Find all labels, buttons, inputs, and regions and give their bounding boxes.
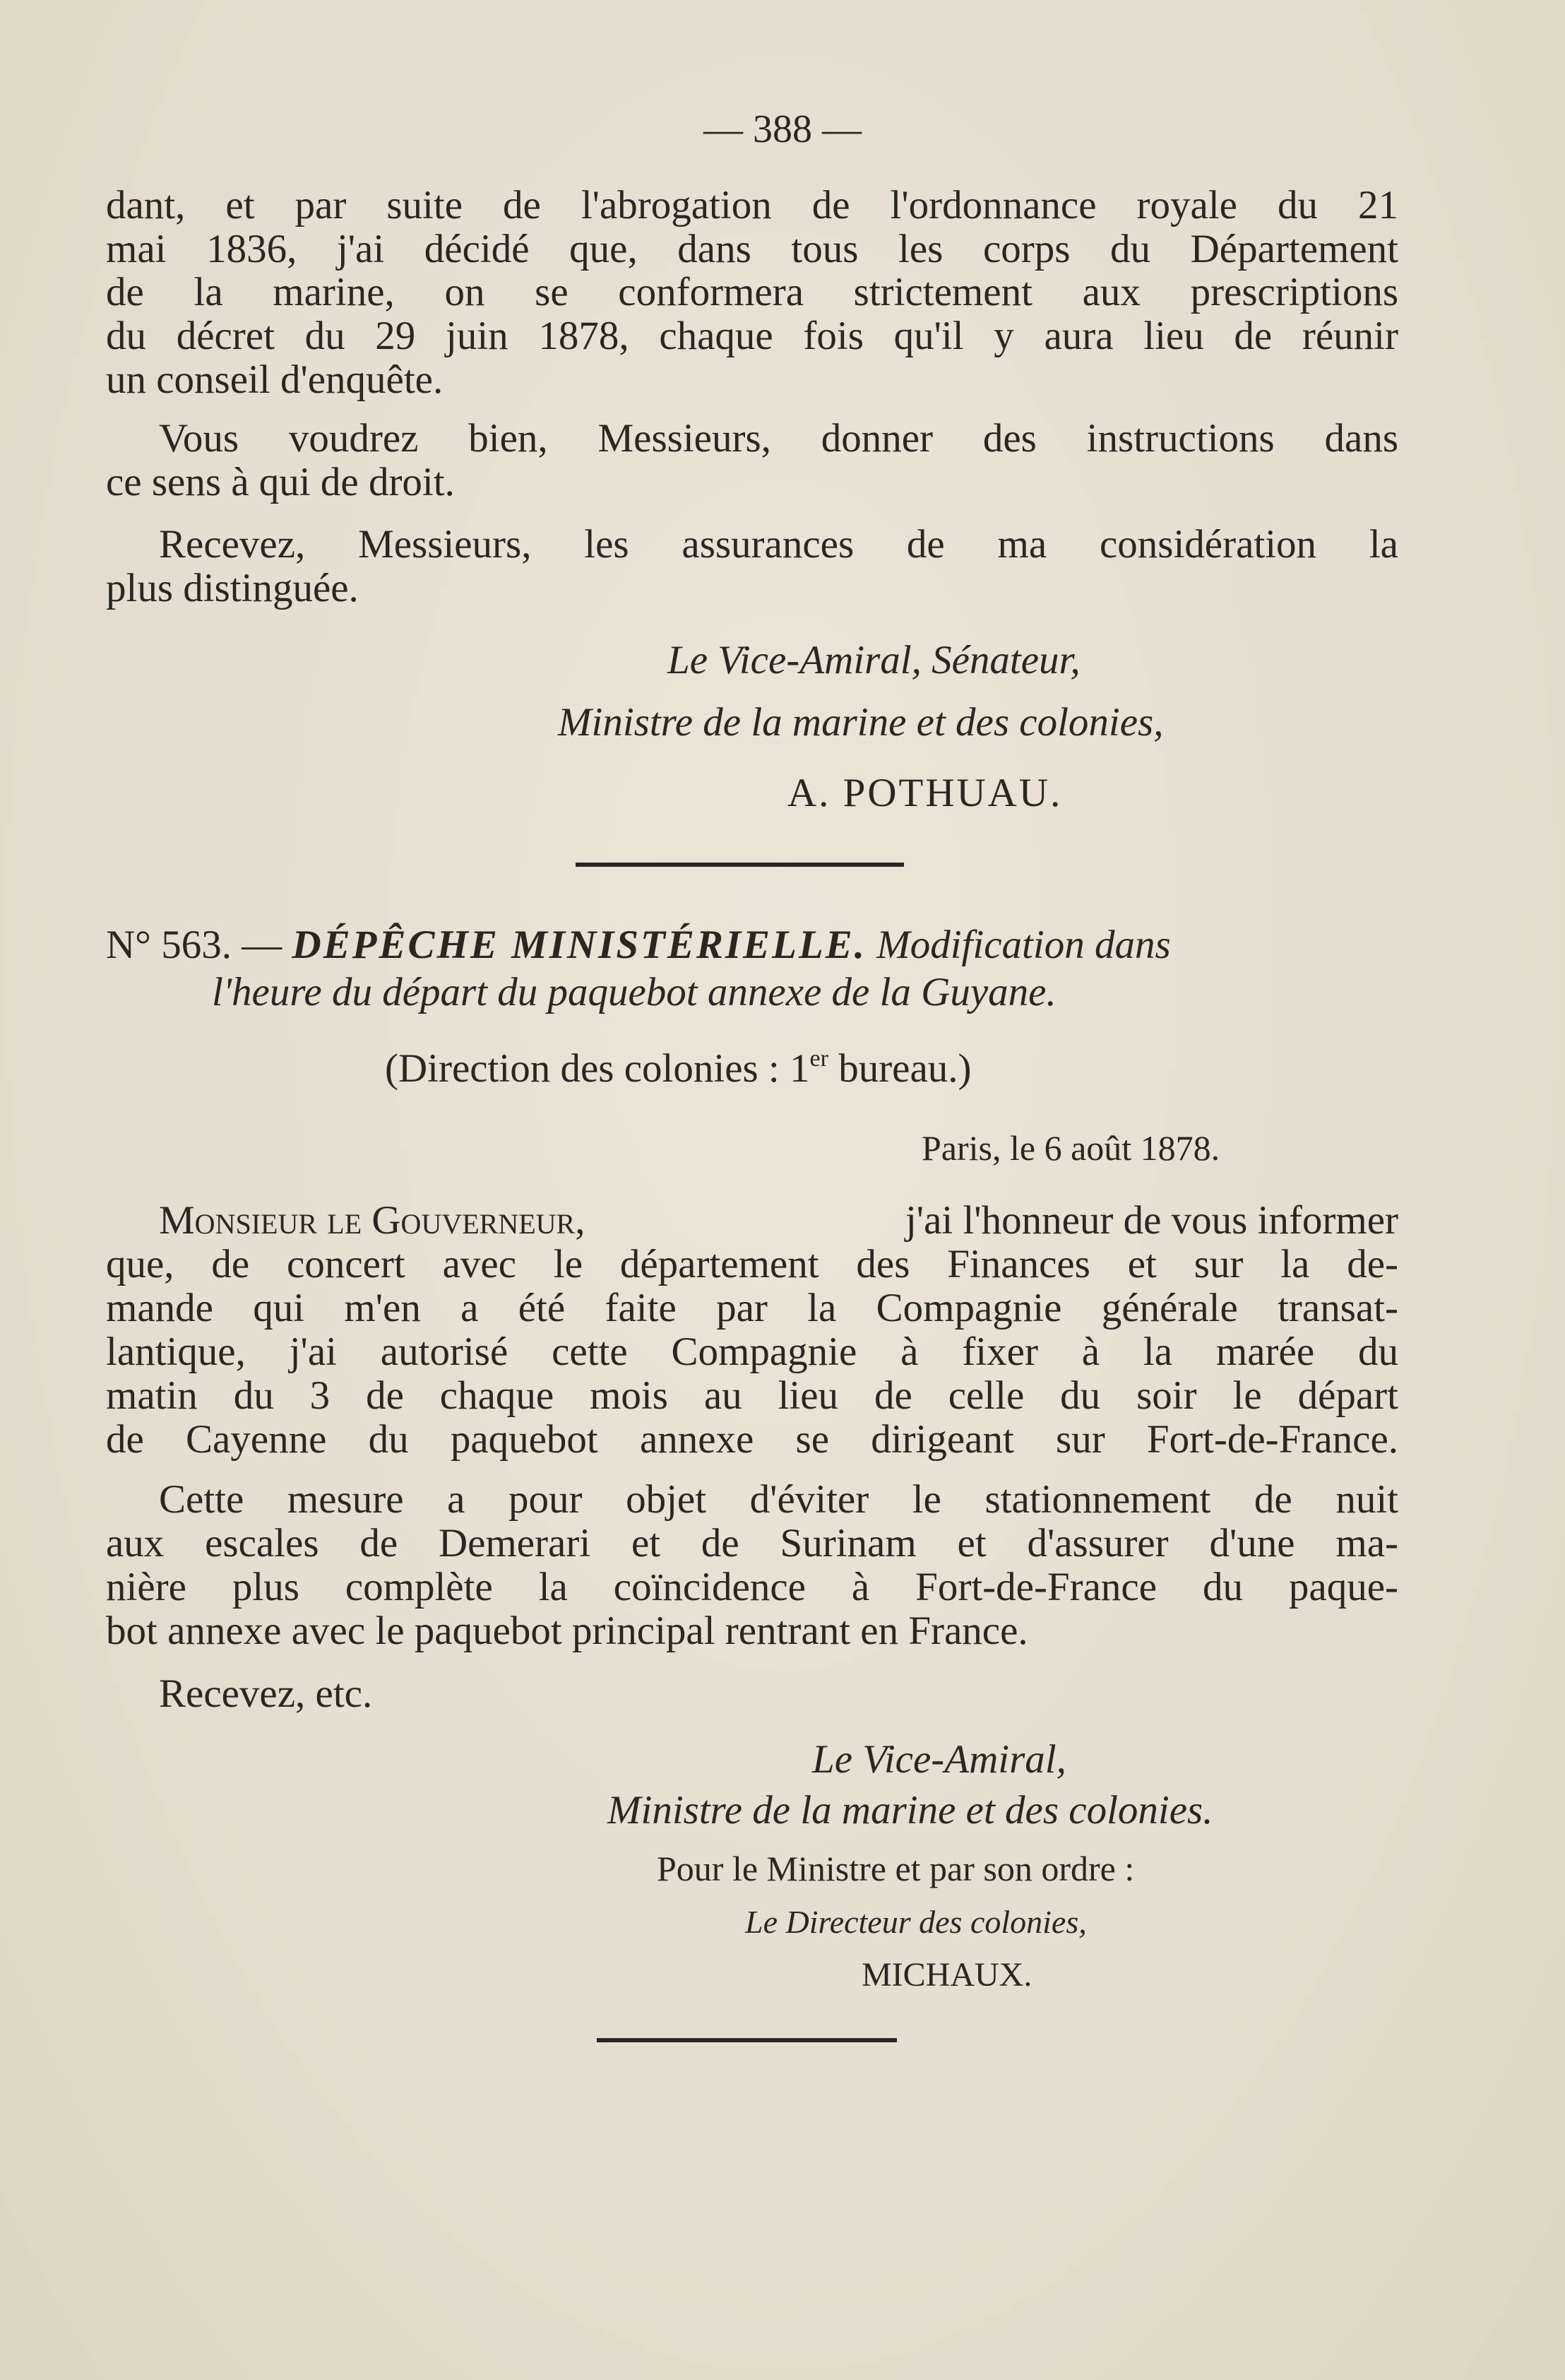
signature-title: Le Vice-Amiral, Sénateur, [667, 638, 1081, 682]
signature-role: Ministre de la marine et des colonies. [607, 1788, 1213, 1833]
page-number: — 388 — [703, 107, 862, 151]
signature-name: A. POTHUAU. [787, 771, 1063, 815]
dispatch-title: DÉPÊCHE MINISTÉRIELLE. [292, 923, 867, 967]
text-line: de la marine, on se conformera strictement aux prescriptions [106, 270, 1398, 314]
dispatch-subject-line: l'heure du départ du paquebot annexe de la Guyane. [212, 970, 1057, 1014]
salutation: Monsieur le Gouverneur, [159, 1198, 585, 1243]
dispatch-number: N° 563. — [106, 923, 282, 967]
text-line: mande qui m'en a été faite par la Compagnie générale transat- [106, 1286, 1398, 1330]
closing: Recevez, etc. [159, 1671, 373, 1716]
direction-line [385, 1046, 972, 1092]
direction-superscript: er [809, 1046, 828, 1072]
text-line [159, 1197, 1398, 1244]
text-line: un conseil d'enquête. [106, 357, 444, 402]
direction-text-end: bureau.) [828, 1046, 972, 1091]
text-line: Cette mesure a pour objet d'éviter le stationnement de nuit [159, 1477, 1398, 1522]
text-line: plus distinguée. [106, 566, 359, 610]
text-line: de Cayenne du paquebot annexe se dirigeant sur Fort-de-France. [106, 1417, 1398, 1462]
signature-order: Pour le Ministre et par son ordre : [657, 1849, 1135, 1888]
dispatch-date: Paris, le 6 août 1878. [922, 1128, 1220, 1168]
text-line: que, de concert avec le département des Finances et sur la de- [106, 1242, 1398, 1286]
text-line: Vous voudrez bien, Messieurs, donner des instructions dans [159, 416, 1398, 461]
text-line: dant, et par suite de l'abrogation de l'ordonnance royale du 21 [106, 183, 1398, 227]
separator-rule [597, 2038, 897, 2042]
text-line: matin du 3 de chaque mois au lieu de celle du soir le départ [106, 1373, 1398, 1418]
text-line: du décret du 29 juin 1878, chaque fois qu'il y aura lieu de réunir [106, 314, 1398, 358]
text-line-rest: j'ai l'honneur de vous informer [905, 1198, 1398, 1243]
text-line: bot annexe avec le paquebot principal rentrant en France. [106, 1609, 1028, 1653]
dispatch-subject: Modification dans [876, 923, 1171, 967]
text-line: ce sens à qui de droit. [106, 460, 455, 504]
signature-name: MICHAUX. [862, 1956, 1033, 1994]
dispatch-heading [106, 922, 1171, 969]
direction-text: (Direction des colonies : 1 [385, 1046, 810, 1091]
text-line: mai 1836, j'ai décidé que, dans tous les corps du Département [106, 227, 1398, 271]
signature-role: Ministre de la marine et des colonies, [558, 700, 1164, 745]
signature-title: Le Vice-Amiral, [812, 1737, 1066, 1782]
separator-rule [576, 863, 904, 867]
text-line: lantique, j'ai autorisé cette Compagnie à fixer à la marée du [106, 1330, 1398, 1374]
text-line: aux escales de Demerari et de Surinam et d'assurer d'une ma- [106, 1521, 1398, 1565]
text-line: Recevez, Messieurs, les assurances de ma considération la [159, 522, 1398, 567]
signature-director: Le Directeur des colonies, [745, 1904, 1087, 1940]
text-line: nière plus complète la coïncidence à Fort-de-France du paque- [106, 1565, 1398, 1609]
